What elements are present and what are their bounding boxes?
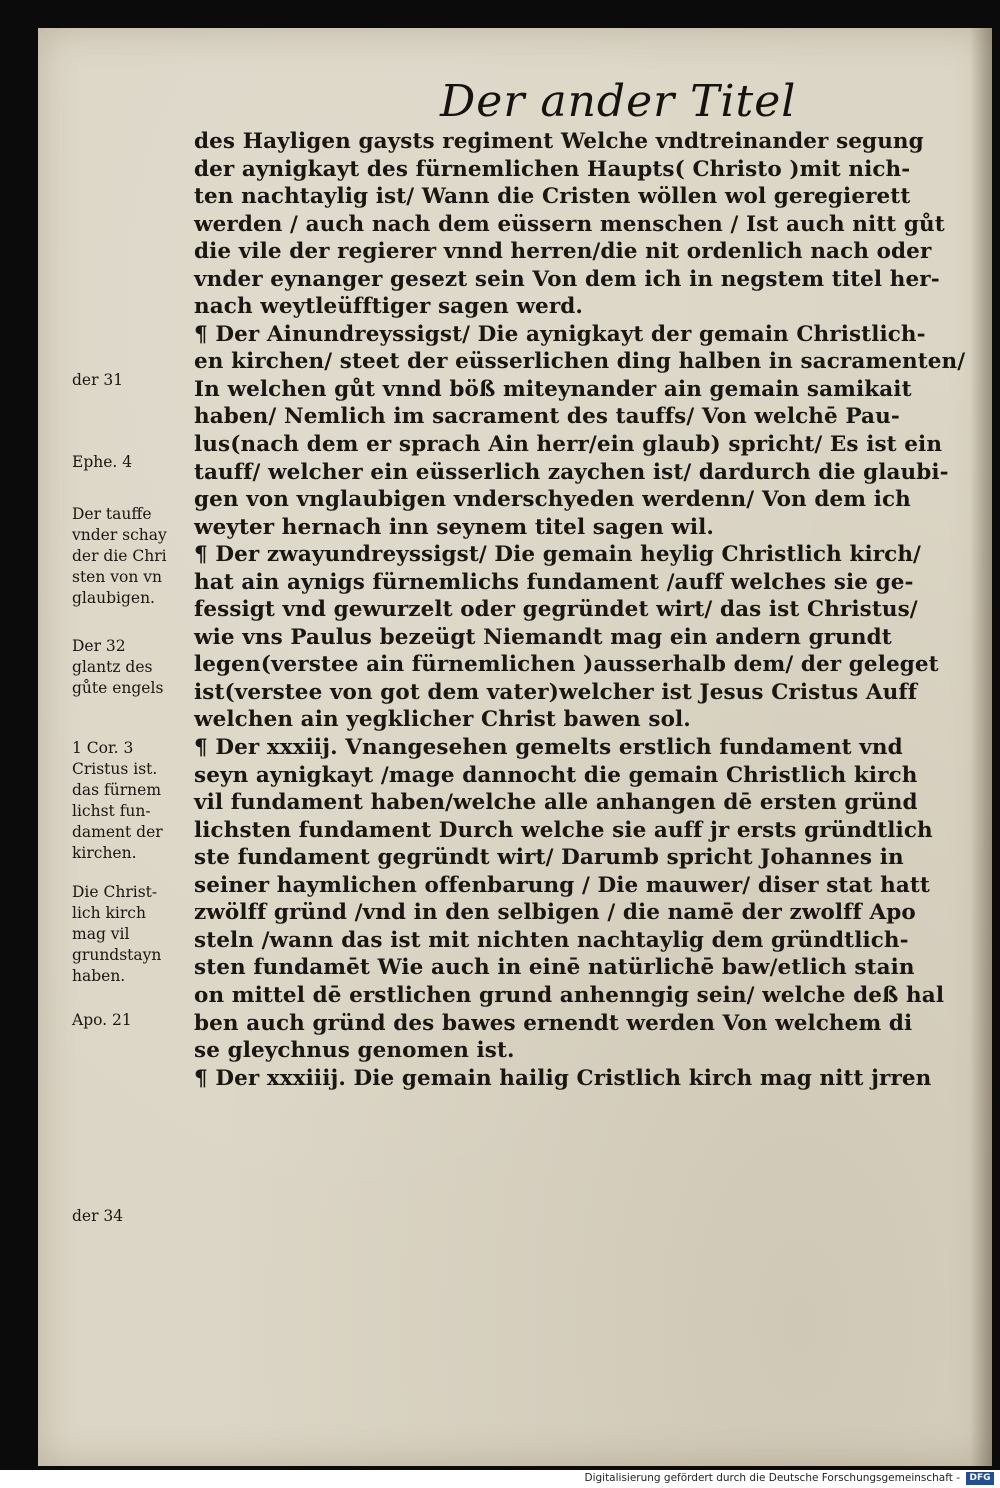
margin-note-line: haben. — [72, 967, 126, 985]
margin-note-line: der 34 — [72, 1207, 124, 1225]
margin-note-line: lich kirch — [72, 904, 146, 922]
text-line: en kirchen/ steet der eüsserlichen ding halben in sacramenten/ — [194, 349, 966, 375]
margin-note — [72, 738, 192, 864]
margin-note — [72, 504, 192, 609]
text-line: steln /wann das ist mit nichten nachtaylig dem gründtlich- — [194, 927, 909, 953]
text-line: seyn aynigkayt /mage dannocht die gemain Christlich kirch — [194, 762, 918, 788]
text-line: vnder eynanger gesezt sein Von dem ich in negstem titel her- — [194, 266, 940, 292]
text-line: die vile der regierer vnnd herren/die nit ordenlich nach oder — [194, 239, 932, 265]
margin-note-line: glaubigen. — [72, 589, 155, 607]
text-line: fessigt vnd gewurzelt oder gegründet wirt/ das ist Christus/ — [194, 597, 918, 623]
margin-note-line: Die Christ- — [72, 883, 158, 901]
margin-note-line: grundstayn — [72, 946, 162, 964]
text-line: on mittel dē erstlichen grund anhenngig sein/ welche deß hal — [194, 982, 945, 1008]
margin-note-line: Der 32 — [72, 637, 126, 655]
text-line: weyter hernach inn seynem titel sagen wil. — [194, 514, 715, 540]
page-edge-shadow — [970, 28, 992, 1466]
margin-note — [72, 882, 192, 987]
text-line: der aynigkayt des fürnemlichen Haupts( Christo )mit nich- — [194, 156, 911, 182]
margin-note-line: 1 Cor. 3 — [72, 739, 134, 757]
text-line: ben auch gründ des bawes ernendt werden Von welchem di — [194, 1010, 913, 1036]
margin-note-line: Apo. 21 — [72, 1011, 132, 1029]
margin-note-line: sten von vn — [72, 568, 163, 586]
text-line: ¶ Der Ainundreyssigst/ Die aynigkayt der gemain Christlich- — [194, 321, 926, 347]
text-line: haben/ Nemlich im sacrament des tauffs/ Von welchē Pau- — [194, 404, 900, 430]
digitization-credit: Digitalisierung gefördert durch die Deutsche Forschungsgemeinschaft - — [584, 1472, 960, 1484]
margin-note-line: der die Chri — [72, 547, 167, 565]
margin-note-line: das fürnem — [72, 781, 162, 799]
text-line: ¶ Der xxxiij. Vnangesehen gemelts erstlich fundament vnd — [194, 735, 903, 761]
text-line: des Hayligen gaysts regiment Welche vndtreinander segung — [194, 129, 924, 154]
margin-note-line: lichst fun- — [72, 802, 151, 820]
margin-note — [72, 452, 192, 473]
text-line: ¶ Der xxxiiij. Die gemain hailig Cristlich kirch mag nitt jrren — [194, 1065, 932, 1091]
text-line: gen von vnglaubigen vnderschyeden werdenn/ Von dem ich — [194, 487, 911, 513]
margin-note-line: Der tauffe — [72, 505, 152, 523]
text-line: ste fundament gegründt wirt/ Darumb spricht Johannes in — [194, 845, 904, 871]
text-line: zwölff gründ /vnd in den selbigen / die namē der zwolff Apo — [194, 900, 916, 926]
margin-note-line: vnder schay — [72, 526, 167, 544]
text-line: ist(verstee von got dem vater)welcher ist Jesus Cristus Auff — [194, 679, 918, 705]
text-line: nach weytleüfftiger sagen werd. — [194, 294, 583, 320]
text-line: lichsten fundament Durch welche sie auff jr ersts gründtlich — [194, 817, 933, 843]
margin-note-line: dament der — [72, 823, 163, 841]
text-line: ten nachtaylig ist/ Wann die Cristen wöllen wol geregierett — [194, 184, 911, 210]
text-line: werden / auch nach dem eüssern menschen / Ist auch nitt gůt — [194, 211, 945, 237]
dfg-logo: DFG — [966, 1472, 994, 1485]
text-line: vil fundament haben/welche alle anhangen dē ersten gründ — [194, 790, 918, 816]
margin-note-line: gůte engels — [72, 679, 164, 697]
margin-note — [72, 370, 192, 391]
margin-note — [72, 1206, 192, 1227]
margin-note-line: der 31 — [72, 371, 124, 389]
margin-note-line: Cristus ist. — [72, 760, 158, 778]
text-line: wie vns Paulus bezeügt Niemandt mag ein andern grundt — [194, 624, 892, 650]
running-head: Der ander Titel — [440, 76, 797, 127]
margin-note — [72, 636, 192, 699]
text-line: tauff/ welcher ein eüsserlich zaychen ist/ dardurch die glaubi- — [194, 459, 949, 485]
text-line: ¶ Der zwayundreyssigst/ Die gemain heylig Christlich kirch/ — [194, 542, 922, 568]
text-line: hat ain aynigs fürnemlichs fundament /auff welches sie ge- — [194, 569, 914, 595]
text-line: sten fundamēt Wie auch in einē natürlichē baw/etlich stain — [194, 955, 915, 981]
text-line: seiner haymlichen offenbarung / Die mauwer/ diser stat hatt — [194, 872, 930, 898]
margin-note — [72, 1010, 192, 1031]
text-line: lus(nach dem er sprach Ain herr/ein glaub) spricht/ Es ist ein — [194, 432, 943, 458]
margin-note-line: kirchen. — [72, 844, 137, 862]
text-line: In welchen gůt vnnd böß miteynander ain gemain samikait — [194, 376, 912, 402]
body-text — [194, 128, 966, 1092]
text-line: legen(verstee ain fürnemlichen )ausserhalb dem/ der geleget — [194, 652, 939, 678]
margin-note-line: Ephe. 4 — [72, 453, 133, 471]
text-line: se gleychnus genomen ist. — [194, 1038, 515, 1064]
margin-note-line: glantz des — [72, 658, 153, 676]
text-line: welchen ain yegklicher Christ bawen sol. — [194, 707, 691, 733]
margin-note-line: mag vil — [72, 925, 130, 943]
